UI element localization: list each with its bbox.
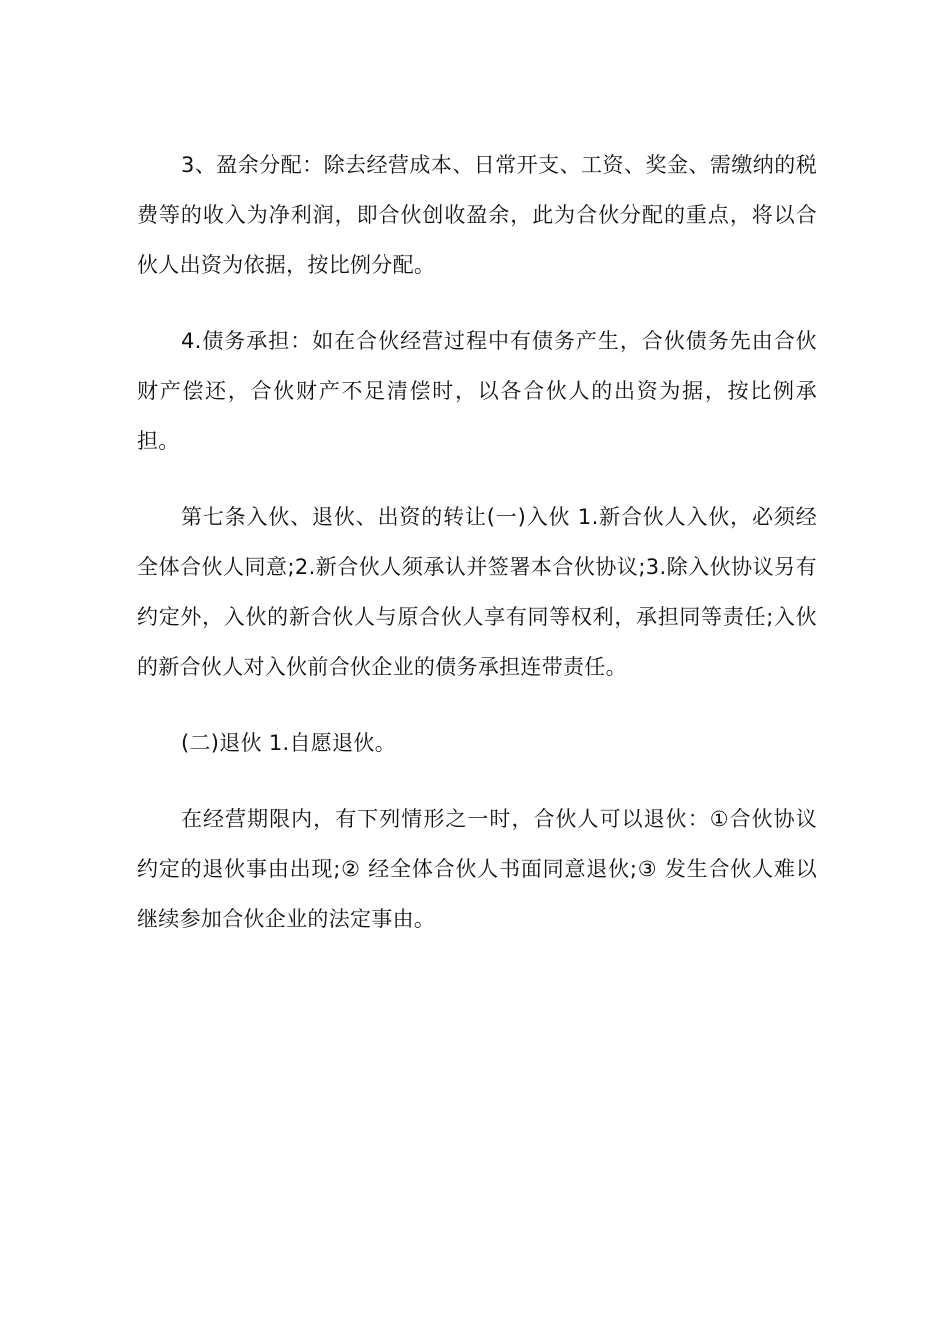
paragraph-withdrawal-heading: (二)退伙 1.自愿退伙。 — [181, 731, 396, 755]
paragraph-withdrawal-conditions: 在经营期限内，有下列情形之一时，合伙人可以退伙：①合伙协议约定的退伙事由出现;② 经全体合伙人书面同意退伙;③ 发生合伙人难以继续参加合伙企业的法定事由。 — [137, 807, 817, 931]
paragraph-debt-liability: 4.债务承担：如在合伙经营过程中有债务产生，合伙债务先由合伙财产偿还，合伙财产不足清偿时，以各合伙人的出资为据，按比例承担。 — [137, 329, 817, 453]
paragraph-article-seven-admission: 第七条入伙、退伙、出资的转让(一)入伙 1.新合伙人入伙，必须经全体合伙人同意;2.新合伙人须承认并签署本合伙协议;3.除入伙协议另有约定外，入伙的新合伙人与原合伙人享有同等权利，承担同等责任;入伙的新合伙人对入伙前合伙企业的债务承担连带责任。 — [137, 505, 817, 679]
document-body — [137, 140, 817, 970]
paragraph-profit-distribution: 3、盈余分配：除去经营成本、日常开支、工资、奖金、需缴纳的税费等的收入为净利润，即合伙创收盈余，此为合伙分配的重点，将以合伙人出资为依据，按比例分配。 — [137, 153, 817, 277]
